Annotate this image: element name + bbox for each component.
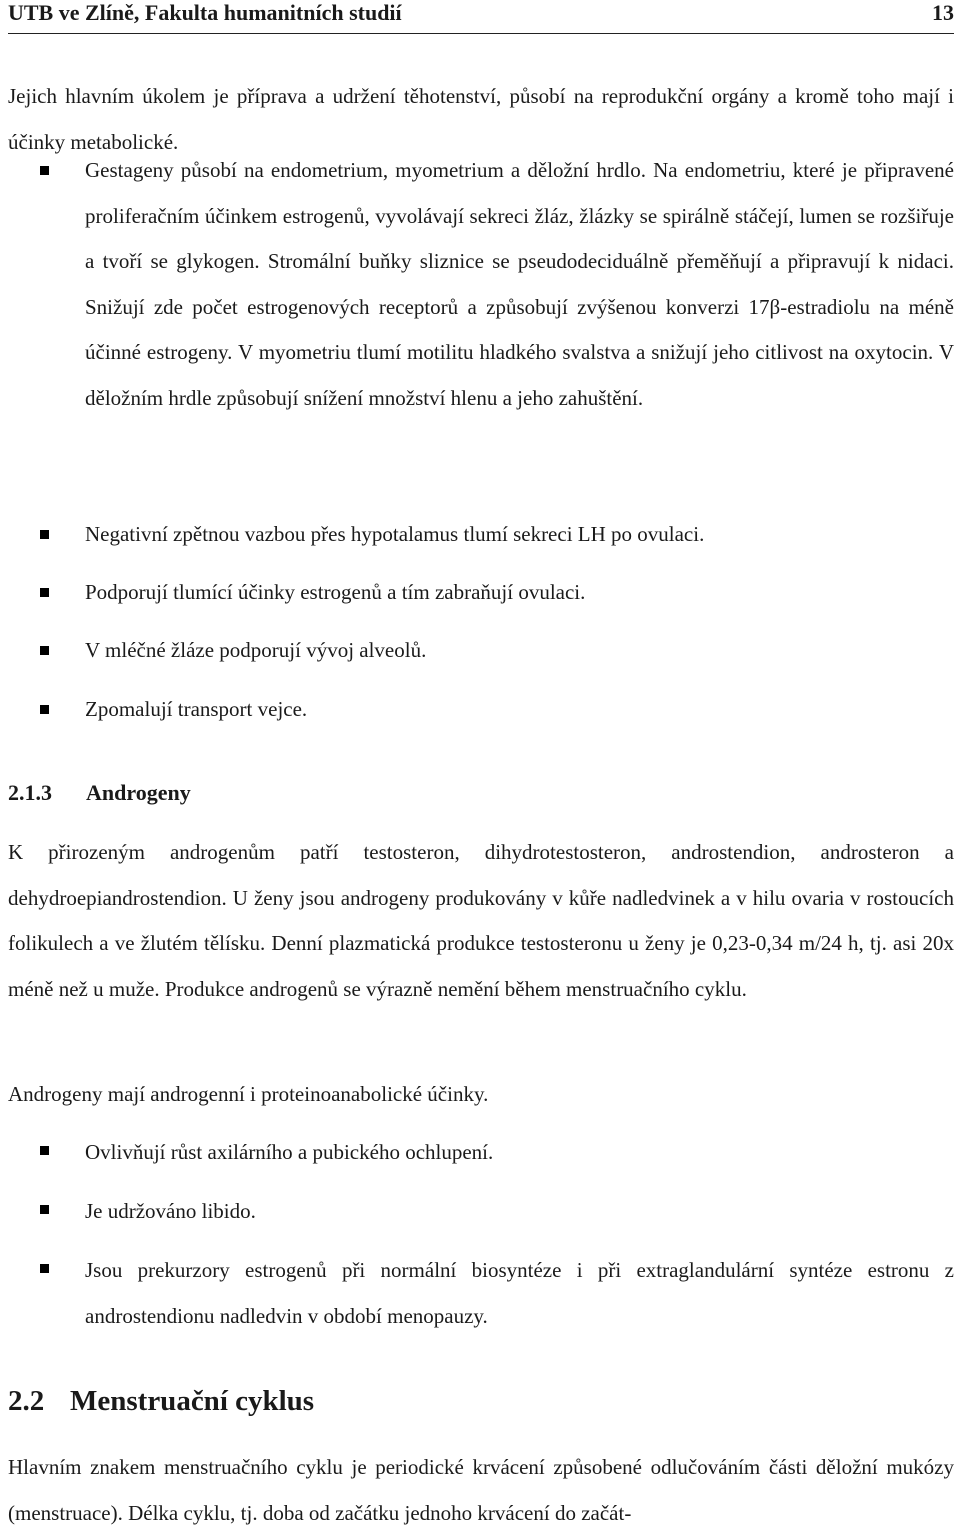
section-heading-androgeny <box>8 780 191 806</box>
list-item: Zpomalují transport vejce. <box>85 697 308 721</box>
page-header <box>8 0 954 34</box>
section-heading-menstrual-cycle <box>8 1385 314 1418</box>
list-item: V mléčné žláze podporují vývoj alveolů. <box>85 638 427 662</box>
bullet-square-icon <box>40 1264 49 1273</box>
section-number: 2.2 <box>8 1385 45 1417</box>
paragraph-menstrual: Hlavním znakem menstruačního cyklu je periodické krvácení způsobené odlučováním části děložní mukózy (menstruace). Délka cyklu, tj. doba od začátku jednoho krvácení do začát- <box>8 1455 954 1525</box>
section-title: Menstruační cyklus <box>70 1385 315 1417</box>
bullet-square-icon <box>40 166 49 175</box>
bullet-square-icon <box>40 646 49 655</box>
bullet-square-icon <box>40 588 49 597</box>
paragraph-androgens: K přirozeným androgenům patří testosteron, dihydrotestosteron, androstendion, androsteron a dehydroepiandrostendion. U ženy jsou androgeny produkovány v kůře nadledvinek a v hilu ovaria v rostoucích folikulech a ve žlutém tělísku. Denní plazmatická produkce testosteronu u ženy je 0,23-0,34 m/24 h, tj. asi 20x méně než u muže. Produkce androgenů se výrazně nemění během menstruačního cyklu. <box>8 840 954 1001</box>
bullet-square-icon <box>40 1146 49 1155</box>
header-title: UTB ve Zlíně, Fakulta humanitních studií <box>8 0 402 25</box>
bullet-square-icon <box>40 705 49 714</box>
list-item: Jsou prekurzory estrogenů při normální biosyntéze i při extraglandulární syntéze estronu z androstendionu nadledvin v období menopauzy. <box>85 1258 954 1328</box>
page-number: 13 <box>932 0 954 25</box>
bullet-square-icon <box>40 530 49 539</box>
section-title: Androgeny <box>86 780 191 805</box>
list-item: Je udržováno libido. <box>85 1199 256 1223</box>
paragraph-effects: Androgeny mají androgenní i proteinoanabolické účinky. <box>8 1082 489 1106</box>
bullet-square-icon <box>40 1205 49 1214</box>
paragraph-intro: Jejich hlavním úkolem je příprava a udržení těhotenství, působí na reprodukční orgány a kromě toho mají i účinky metabolické. <box>8 84 954 154</box>
section-number: 2.1.3 <box>8 780 52 805</box>
list-item: Podporují tlumící účinky estrogenů a tím zabraňují ovulaci. <box>85 580 586 604</box>
list-item: Ovlivňují růst axilárního a pubického ochlupení. <box>85 1140 494 1164</box>
list-item: Gestageny působí na endometrium, myometrium a děložní hrdlo. Na endometriu, které je připravené proliferačním účinkem estrogenů, vyvolávají sekreci žláz, žlázky se spirálně stáčejí, lumen se rozšiřuje a tvoří se glykogen. Stromální buňky sliznice se pseudodeciduálně přeměňují a připravují k nidaci. Snižují zde počet estrogenových receptorů a způsobují zvýšenou konverzi 17β-estradiolu na méně účinné estrogeny. V myometriu tlumí motilitu hladkého svalstva a snižují jeho citlivost na oxytocin. V děložním hrdle způsobují snížení množství hlenu a jeho zahuštění. <box>85 158 954 410</box>
list-item: Negativní zpětnou vazbou přes hypotalamus tlumí sekreci LH po ovulaci. <box>85 522 705 546</box>
